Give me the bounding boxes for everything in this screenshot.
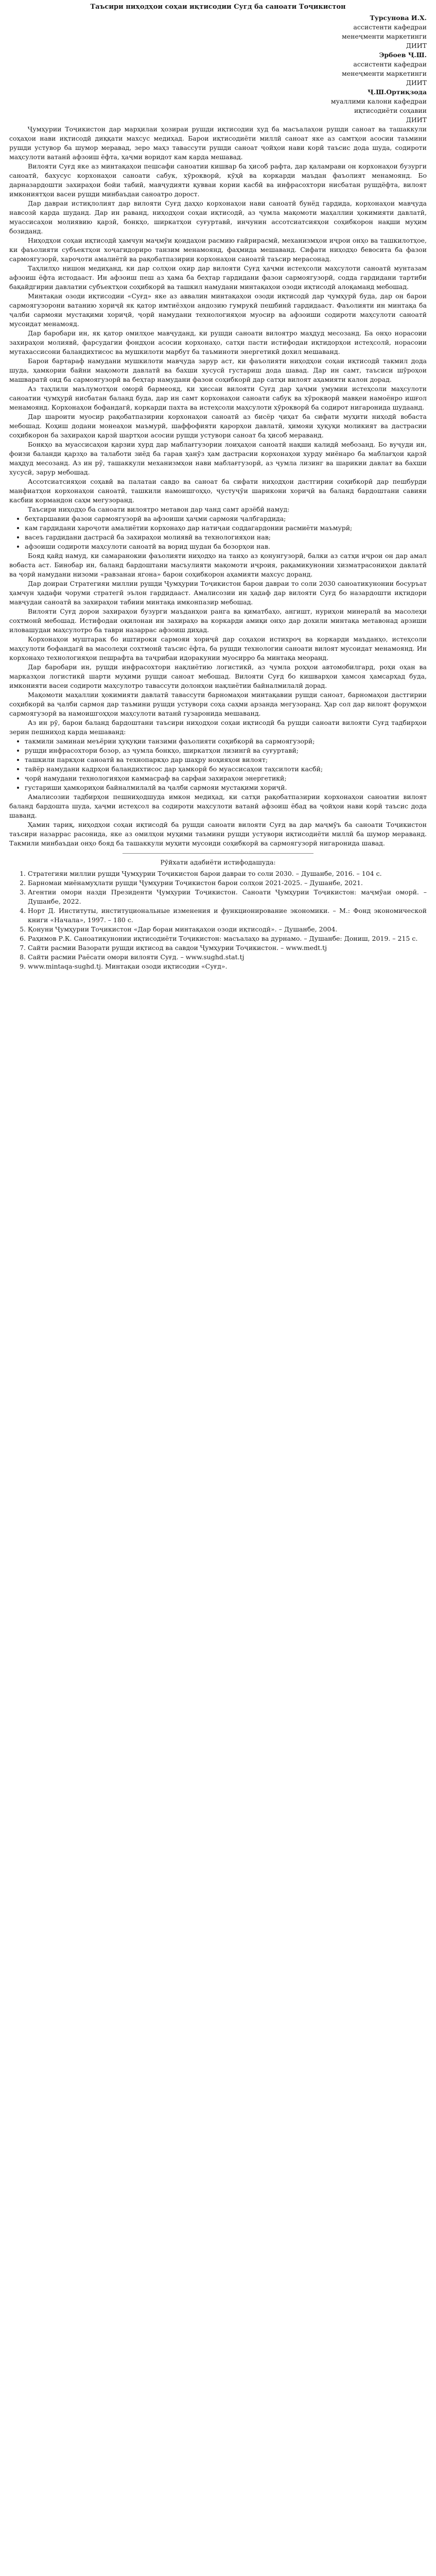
body-paragraph: Барои бартараф намудани мушкилоти мавҷуда зарур аст, ки фаъолияти ниҳодҳои соҳаи иқтисодӣ такмил дода шуда, ҳамкории байни мақомоти давлатӣ ва бахши хусусӣ густариш дода шавад. Дар ин самт, таъсиси шӯроҳои машваратӣ оид ба сармоягузорӣ ва беҳтар намудани фазои соҳибкорӣ дар сатҳи вилоят аҳамияти калон дорад. [9,357,427,383]
author-position: муаллими калони кафедраи [330,97,427,105]
body-paragraph: Вилояти Суғд яке аз минтақаҳои пешсафи саноатии кишвар ба ҳисоб рафта, дар қаламрави он корхонаҳои бузурги саноатӣ, бахусус корхонаҳои саноати сабук, хӯрокворӣ, кӯҳӣ ва коркарди маъдан фаъолият менамоянд. Бо дарназардошти захираҳои бойи табиӣ, мавҷудияти қувваи кории касбӣ ва инфрасохтори нисбатан рушдёфта, вилоят имкониятҳои васеи рушди минбаъдаи саноатро дорост. [9,162,427,198]
list-item: • афзоиши содироти маҳсулоти саноатӣ ва ворид шудан ба бозорҳои нав. [25,542,427,551]
body-paragraph: Мақомоти маҳаллии ҳокимияти давлатӣ тавассути барномаҳои минтақавии рушди саноат, барномаҳои дастгирии соҳибкорӣ ва ҷалби сармоя дар таъмини рушди устувори соҳа саҳми арзанда мегузоранд. Ҳар сол дар вилоят форумҳои сармоягузорӣ ва намоишгоҳҳои маҳсулоти ватанӣ гузаронида мешаванд. [9,691,427,717]
body-paragraph: Дар баробари ин, рушди инфрасохтори нақлиётию логистикӣ, аз ҷумла роҳҳои автомобилгард, роҳи оҳан ва марказҳои логистикӣ шарти муҳими рушди саноат мебошад. Вилояти Суғд бо кишварҳои ҳамсоя ҳамсарҳад буда, имконияти васеи содироти маҳсулотро тавассути долонҳои нақлиётии байналмилалӣ дорад. [9,663,427,689]
author-name: Эрбоев Ҷ.Ш. [379,51,427,59]
body-paragraph: Корхонаҳои муштарак бо иштироки сармояи хориҷӣ дар соҳаҳои истихроҷ ва коркарди маъданҳо, истеҳсоли маҳсулоти бофандагӣ ва масолеҳи сохтмонӣ таъсис ёфта, ба рушди технологии саноати вилоят мусоидат менамоянд. Ин корхонаҳо технологияҳои пешрафта ва таҷрибаи идоракунии муосирро ба минтақа меоранд. [9,635,427,662]
body-paragraph: Бонкҳо ва муассисаҳои қарзии хурд дар маблағгузории лоиҳаҳои саноатӣ нақши калидӣ мебозанд. Бо вуҷуди ин, фоизи баланди қарзҳо ва талаботи зиёд ба гарав ҳанӯз ҳам дастрасии корхонаҳои хурду миёнаро ба маблағҳои қарзӣ маҳдуд месозанд. Аз ин рӯ, ташаккули механизмҳои нави маблағгузорӣ, аз ҷумла лизинг ва шарикии давлат ва бахши хусусӣ, зарур мебошад. [9,440,427,476]
list-item: • такмили заминаи меъёрии ҳуқуқии танзими фаъолияти соҳибкорӣ ва сармоягузорӣ; [25,737,427,746]
reference-item: 1. Стратегияи миллии рушди Ҷумҳурии Тоҷикистон барои давраи то соли 2030. – Душанбе, 2016. – 104 с. [28,869,427,878]
author-position: ассистенти кафедраи [353,23,427,31]
reference-item: 6. Раҳимов Р.К. Саноатикунонии иқтисодиёти Тоҷикистон: масъалаҳо ва дурнамо. – Душанбе: Дониш, 2019. – 215 с. [28,934,427,943]
body-paragraph: Ассотсиатсияҳои соҳавӣ ва палатаи савдо ва саноат ба сифати ниҳодҳои дастгирии соҳибкорӣ дар пешбурди манфиатҳои корхонаҳои саноатӣ, ташкили намоишгоҳҳо, ҷустуҷӯи шарикони хориҷӣ ва баланд бардоштани савияи касбии кормандон саҳм мегузоранд. [9,478,427,504]
list-item: • ташкили паркҳои саноатӣ ва технопаркҳо дар шаҳру ноҳияҳои вилоят; [25,755,427,765]
author-institution: ДИИТ [406,116,427,124]
body-paragraph: Ҷумҳурии Тоҷикистон дар марҳилаи ҳозираи рушди иқтисодии худ ба масъалаҳои рушди саноат ва ташаккули соҳаҳои нави иқтисодӣ диққати махсус медиҳад. Барои иқтисодиёти миллӣ саноат яке аз самтҳои асосии таъмини рушди устувор ба шумор меравад, зеро маҳз тавассути рушди саноат ҷойҳои нави корӣ таъсис дода шуда, содироти маҳсулоти ватанӣ афзоиш ёфта, ҳаҷми воридот кам карда мешавад. [9,125,427,161]
author-institution: ДИИТ [406,42,427,49]
document-page [0,0,436,976]
author-department: менеҷменти маркетинги [342,70,427,77]
author-department: менеҷменти маркетинги [342,32,427,40]
body-paragraph: Минтақаи озоди иқтисодии «Суғд» яке аз аввалин минтақаҳои озоди иқтисодӣ дар ҷумҳурӣ буда, дар он барои сармоягузорони ватанию хориҷӣ як қатор имтиёзҳои андозию гумрукӣ пешбинӣ гардидааст. Фаъолияти ин минтақа ба ҷалби сармояи мустақими хориҷӣ, ҷорӣ намудани технологияҳои муосир ва афзоиши содироти маҳсулоти саноатӣ мусоидат менамояд. [9,292,427,328]
body-paragraph: Ниҳодҳои соҳаи иқтисодӣ ҳамчун маҷмӯи қоидаҳои расмию ғайрирасмӣ, механизмҳои иҷрои онҳо ва ташкилотҳое, ки фаъолияти субъектҳои хоҷагидориро танзим менамоянд, фаҳмида мешаванд. Сифати ниҳодҳо бевосита ба фазои сармоягузорӣ, хароҷоти амалиётӣ ва рақобатпазирии корхонаҳои саноатӣ таъсир мерасонад. [9,236,427,263]
references-section [9,858,427,971]
reference-item: 4. Норт Д. Институты, институциональные изменения и функционирование экономики. – М.: Фонд экономической книги «Начала», 1997. – 180 с. [28,906,427,925]
body-paragraph: Аз таҳлили маълумотҳои оморӣ бармеояд, ки ҳиссаи вилояти Суғд дар ҳаҷми умумии истеҳсоли маҳсулоти саноатии ҷумҳурӣ нисбатан баланд буда, дар ин самт корхонаҳои саноати сабук ва хӯрокворӣ мавқеи намоёнро ишғол менамоянд. Корхонаҳои бофандагӣ, коркарди пахта ва истеҳсоли маҳсулоти хӯрокворӣ ба содирот нигаронида шудаанд. [9,385,427,411]
reference-item: 3. Агентии омори назди Президенти Ҷумҳурии Тоҷикистон. Саноати Ҷумҳурии Тоҷикистон: маҷмӯаи оморӣ. – Душанбе, 2022. [28,888,427,906]
author-department: иқтисодиёти соҳавии [354,107,427,114]
body-paragraph: Дар давраи истиқлолият дар вилояти Суғд даҳҳо корхонаҳои нави саноатӣ бунёд гардида, корхонаҳои мавҷуда навсозӣ карда шуданд. Дар ин раванд, ниҳодҳои соҳаи иқтисодӣ, аз ҷумла мақомоти маҳаллии ҳокимияти давлатӣ, муассисаҳои молиявию қарзӣ, бонкҳо, ширкатҳои суғуртавӣ, инчунин ассотсиатсияҳои соҳибкорон нақши муҳим бозиданд. [9,199,427,235]
body-paragraph: Таҳлилҳо нишон медиҳанд, ки дар солҳои охир дар вилояти Суғд ҳаҷми истеҳсоли маҳсулоти саноатӣ мунтазам афзоиш ёфта истодааст. Ин афзоиш пеш аз ҳама ба беҳтар гардидани фазои сармоягузорӣ, содда гардидани тартиби бақайдгирии давлатии субъектҳои соҳибкорӣ ва ташкил намудани минтақаҳои озоди иқтисодӣ алоқаманд мебошад. [9,264,427,291]
author-institution: ДИИТ [406,79,427,87]
body-paragraph: Дар доираи Стратегияи миллии рушди Ҷумҳурии Тоҷикистон барои давраи то соли 2030 саноатикунонии босуръат ҳамчун ҳадафи чоруми стратегӣ эълон гардидааст. Амалисозии ин ҳадаф дар вилояти Суғд бо назардошти иқтидори мавҷудаи саноатӣ ва захираҳои табиии минтақа имконпазир мебошад. [9,580,427,606]
reference-item: 2. Барномаи миёнамуҳлати рушди Ҷумҳурии Тоҷикистон барои солҳои 2021-2025. – Душанбе, 2021. [28,878,427,888]
list-item: • тайёр намудани кадрҳои баландихтисос дар ҳамкорӣ бо муассисаҳои таҳсилоти касбӣ; [25,765,427,774]
body-paragraph: Аз ин рӯ, барои баланд бардоштани таъсири ниҳодҳои соҳаи иқтисодӣ ба рушди саноати вилояти Суғд тадбирҳои зерин пешниҳод карда мешаванд: [9,719,427,736]
author-name: Турсунова И.Х. [370,14,427,22]
section-divider [123,853,313,854]
author-block-3 [9,88,427,125]
reference-item: 9. www.mintaqa-sughd.tj. Минтақаи озоди иқтисодии «Суғд». [28,962,427,971]
body-paragraph: Ҳамин тариқ, ниҳодҳои соҳаи иқтисодӣ ба рушди саноати вилояти Суғд ва дар маҷмӯъ ба саноати Тоҷикистон таъсири назаррас расонида, яке аз омилҳои муҳими таъмини рушди устувори иқтисодиёти миллӣ ба шумор мераванд. Такмили минбаъдаи онҳо бояд ба ташаккули муҳити мусоиди соҳибкорӣ ва сармоягузорӣ нигаронида шавад. [9,821,427,847]
author-block-2 [9,50,427,88]
author-name: Ҷ.Ш.Ортиқзода [368,88,427,96]
document-title: Таъсири ниҳодҳои соҳаи иқтисодии Сугд ба саноати Тоҷикистон [90,3,346,11]
body-paragraph: Дар шароити муосир рақобатпазирии корхонаҳои саноатӣ аз бисёр ҷиҳат ба сифати муҳити ниҳодӣ вобаста мебошад. Коҳиш додани монеаҳои маъмурӣ, шаффофияти қарорҳои давлатӣ, ҳимояи ҳуқуқи моликият ва дастрасии соҳибкорон ба захираҳои қарзӣ шартҳои асосии рушди устувори саноат ба ҳисоб мераванд. [9,413,427,439]
author-position: ассистенти кафедраи [353,60,427,68]
reference-item: 5. Қонуни Ҷумҳурии Тоҷикистон «Дар бораи минтақаҳои озоди иқтисодӣ». – Душанбе, 2004. [28,925,427,934]
references-title: Рӯйхати адабиёти истифодашуда: [160,858,276,866]
list-item: • густариши ҳамкориҳои байналмилалӣ ва ҷалби сармояи мустақими хориҷӣ. [25,783,427,792]
body-paragraph: Бояд қайд намуд, ки самаранокии фаъолияти ниҳодҳо на танҳо аз қонунгузорӣ, балки аз сатҳи иҷрои он дар амал вобаста аст. Бинобар ин, баланд бардоштани масъулияти мақомоти иҷроия, рақамикунонии хизматрасониҳои давлатӣ ва ҷорӣ намудани низоми «равзанаи ягона» барои соҳибкорон аҳамияти махсус доранд. [9,552,427,578]
list-item: • ҷорӣ намудани технологияҳои каммасраф ва сарфаи захираҳои энергетикӣ; [25,774,427,783]
body-paragraph: Амалисозии тадбирҳои пешниҳодшуда имкон медиҳад, ки сатҳи рақобатпазирии корхонаҳои саноатии вилоят баланд бардошта шуда, ҳаҷми истеҳсол ва содироти маҳсулоти ватанӣ афзоиш ёбад ва ҷойҳои нави корӣ таъсис дода шаванд. [9,793,427,819]
article-body [9,125,427,848]
body-paragraph: Вилояти Суғд дорои захираҳои бузурги маъданҳои ранга ва қиматбаҳо, ангишт, нуриҳои минералӣ ва масолеҳи сохтмонӣ мебошад. Истифодаи оқилонаи ин захираҳо ва коркарди амиқи онҳо дар дохили минтақа метавонад арзиши иловашудаи маҳсулотро ба таври назаррас афзоиш диҳад. [9,607,427,634]
reference-item: 8. Сайти расмии Раёсати омори вилояти Суғд. – www.sughd.stat.tj [28,953,427,962]
references-list [9,869,427,971]
author-block-1 [9,13,427,50]
reference-item: 7. Сайти расмии Вазорати рушди иқтисод ва савдои Ҷумҳурии Тоҷикистон. – www.medt.tj [28,943,427,953]
body-paragraph: Таъсири ниҳодҳо ба саноати вилоятро метавон дар чанд самт арзёбӣ намуд: [28,505,290,513]
list-item: • беҳтаршавии фазои сармоягузорӣ ва афзоиши ҳаҷми сармояи ҷалбгардида; [25,514,427,523]
bullet-list [9,514,427,551]
list-item: • кам гардидани хароҷоти амалиётии корхонаҳо дар натиҷаи соддагардонии расмиёти маъмурӣ; [25,523,427,533]
list-item: • рушди инфрасохтори бозор, аз ҷумла бонкҳо, ширкатҳои лизингӣ ва суғуртавӣ; [25,746,427,755]
list-item: • васеъ гардидани дастрасӣ ба захираҳои молиявӣ ва технологияҳои нав; [25,533,427,542]
bullet-list [9,737,427,792]
body-paragraph: Дар баробари ин, як қатор омилҳое мавҷуданд, ки рушди саноати вилоятро маҳдуд месозанд. Ба онҳо норасоии захираҳои молиявӣ, фарсудагии фондҳои асосии корхонаҳо, сатҳи пасти истифодаи иқтидорҳои истеҳсолӣ, норасоии мутахассисони баландихтисос ва мушкилоти марбут ба таъминоти энергетикӣ дохил мешаванд. [9,329,427,355]
